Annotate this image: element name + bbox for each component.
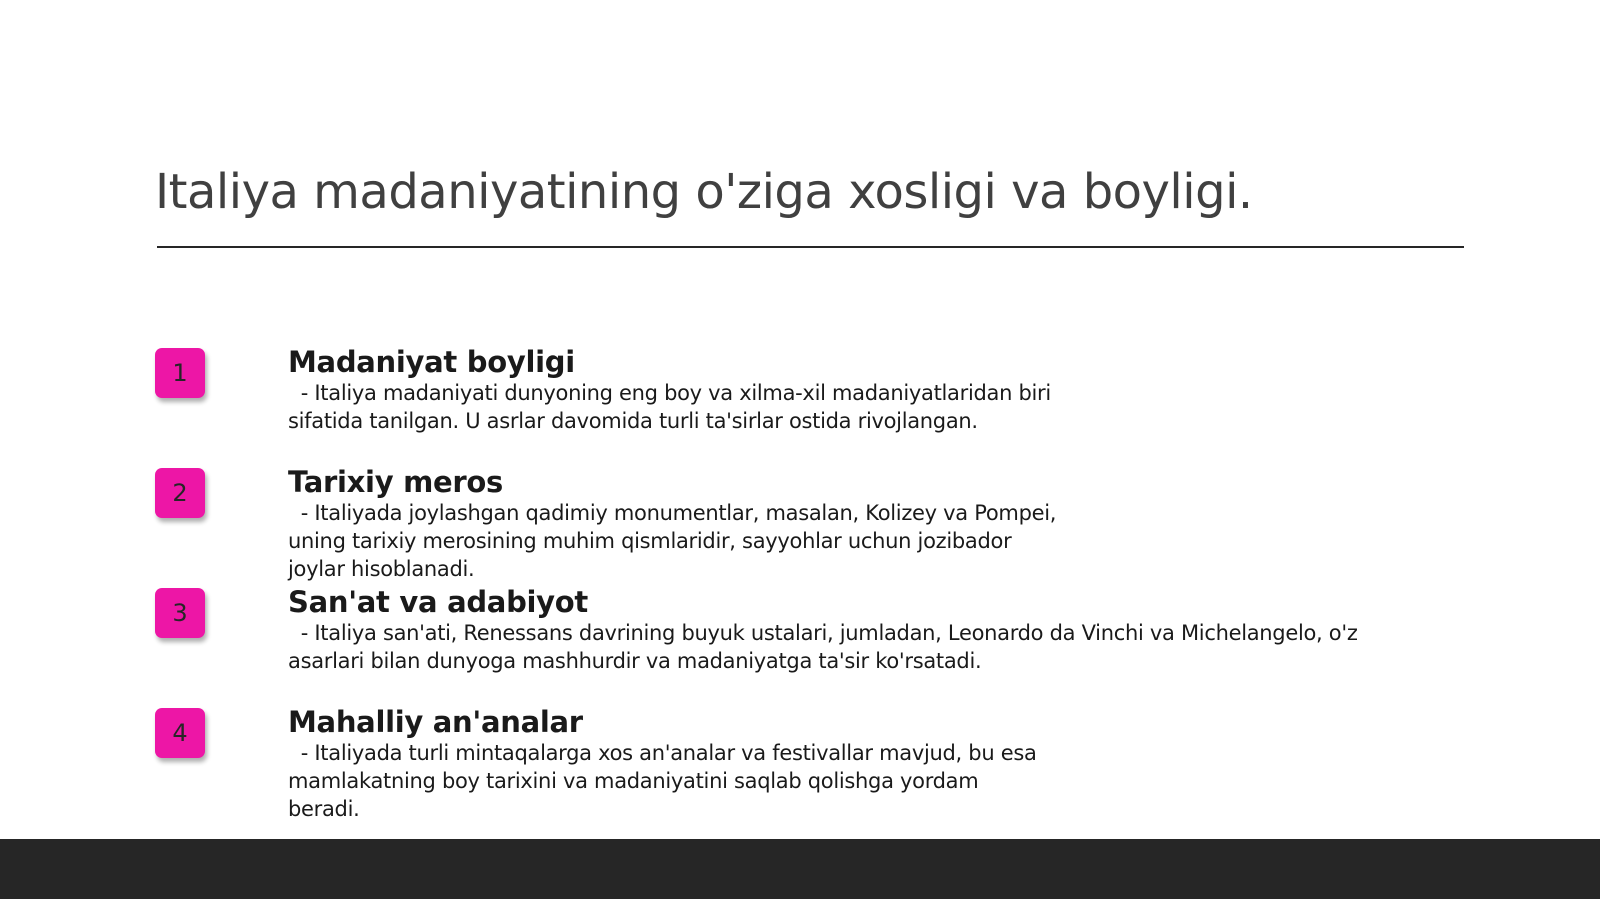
list-item bbox=[155, 705, 1455, 835]
number-badge: 4 bbox=[155, 708, 205, 758]
list-item bbox=[155, 465, 1455, 595]
list-item-text bbox=[288, 345, 1448, 435]
list-item-heading: Madaniyat boyligi bbox=[288, 345, 575, 379]
list-item-text bbox=[288, 585, 1448, 675]
list-item-text bbox=[288, 705, 1448, 823]
number-badge: 2 bbox=[155, 468, 205, 518]
list-item-heading: Tarixiy meros bbox=[288, 465, 503, 499]
slide-title: Italiya madaniyatining o'ziga xosligi va boyligi. bbox=[155, 164, 1253, 220]
list-item-body: - Italiyada turli mintaqalarga xos an'analar va festivallar mavjud, bu esa mamlakatning boy tarixini va madaniyatini saqlab qolishga yordam beradi. bbox=[288, 741, 1037, 821]
list-item-text bbox=[288, 465, 1448, 583]
list-item bbox=[155, 585, 1455, 715]
list-item bbox=[155, 345, 1455, 475]
list-item-heading: San'at va adabiyot bbox=[288, 585, 588, 619]
title-divider bbox=[157, 246, 1464, 248]
list-item-body: - Italiyada joylashgan qadimiy monumentlar, masalan, Kolizey va Pompei, uning tarixiy merosining muhim qismlaridir, sayyohlar uchun jozibador joylar hisoblanadi. bbox=[288, 501, 1057, 581]
number-badge: 1 bbox=[155, 348, 205, 398]
list-item-heading: Mahalliy an'analar bbox=[288, 705, 583, 739]
list-item-body: - Italiya san'ati, Renessans davrining buyuk ustalari, jumladan, Leonardo da Vinchi va Michelangelo, o'z asarlari bilan dunyoga mashhurdir va madaniyatga ta'sir ko'rsatadi. bbox=[288, 621, 1358, 673]
list-item-body: - Italiya madaniyati dunyoning eng boy va xilma-xil madaniyatlaridan biri sifatida tanilgan. U asrlar davomida turli ta'sirlar ostida rivojlangan. bbox=[288, 381, 1051, 433]
footer-bar bbox=[0, 839, 1600, 899]
number-badge: 3 bbox=[155, 588, 205, 638]
